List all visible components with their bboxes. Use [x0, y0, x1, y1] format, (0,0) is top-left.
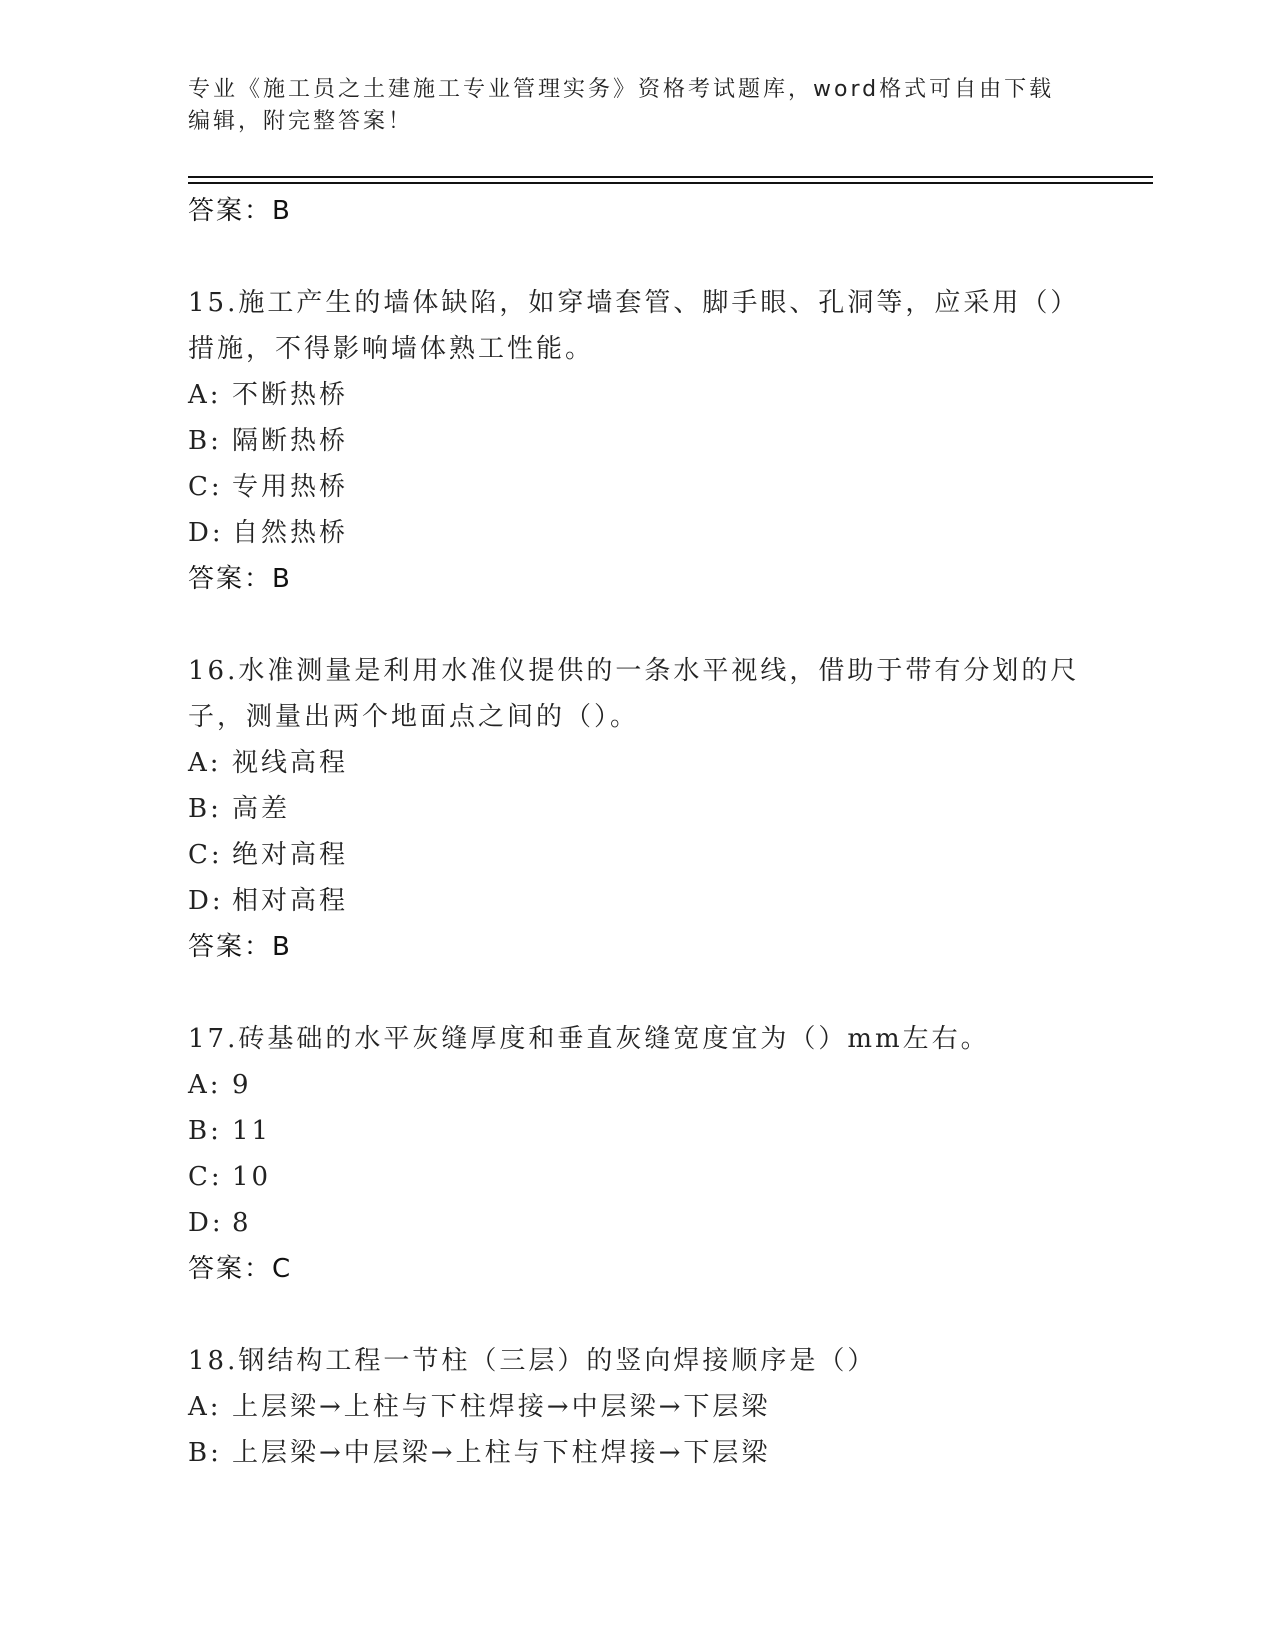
option-text: 高差 [232, 794, 291, 824]
header-rule-thin [188, 176, 1153, 178]
answer-label: 答案： [188, 1254, 273, 1284]
answer-label: 答案： [188, 196, 273, 226]
option-text: 10 [232, 1162, 272, 1192]
option-text: 不断热桥 [232, 380, 349, 410]
option-text: 11 [232, 1116, 272, 1146]
option-c [188, 464, 1088, 510]
option-text: 隔断热桥 [232, 426, 349, 456]
header-rule-thick [188, 182, 1153, 184]
option-key: A: [188, 380, 222, 410]
option-text: 专用热桥 [232, 472, 349, 502]
option-key: A: [188, 1392, 222, 1422]
answer-value: B [272, 196, 292, 226]
option-d [188, 510, 1088, 556]
answer-line [188, 924, 1088, 970]
answer-line [188, 556, 1088, 602]
question-list [188, 188, 1088, 1476]
option-text: 相对高程 [232, 886, 349, 916]
option-text: 自然热桥 [232, 518, 349, 548]
answer-label: 答案： [188, 932, 273, 962]
option-key: C: [188, 840, 223, 870]
spacer [188, 602, 1088, 648]
spacer [188, 234, 1088, 280]
option-key: B: [188, 1116, 222, 1146]
option-key: A: [188, 1070, 222, 1100]
option-c [188, 832, 1088, 878]
option-key: D: [188, 1208, 224, 1238]
answer-label: 答案： [188, 564, 273, 594]
answer-value: C [272, 1254, 293, 1284]
option-text: 绝对高程 [232, 840, 349, 870]
option-text: 上层梁→上柱与下柱焊接→中层梁→下层梁 [232, 1392, 771, 1422]
option-text: 上层梁→中层梁→上柱与下柱焊接→下层梁 [232, 1438, 771, 1468]
option-d [188, 1200, 1088, 1246]
question-text: 15.施工产生的墙体缺陷，如穿墙套管、脚手眼、孔洞等，应采用（）措施，不得影响墙体熟工性能。 [188, 288, 1080, 364]
question-text: 16.水准测量是利用水准仪提供的一条水平视线，借助于带有分划的尺子，测量出两个地面点之间的（）。 [188, 656, 1080, 732]
option-key: D: [188, 518, 224, 548]
option-b [188, 1108, 1088, 1154]
answer-line [188, 188, 1088, 234]
answer-line [188, 1246, 1088, 1292]
option-key: B: [188, 426, 222, 456]
option-c [188, 1154, 1088, 1200]
answer-value: B [272, 932, 292, 962]
option-d [188, 878, 1088, 924]
option-b [188, 1430, 1088, 1476]
page-header: 专业《施工员之土建施工专业管理实务》资格考试题库，word格式可自由下载编辑，附完整答案！ [188, 77, 1055, 134]
option-key: C: [188, 472, 223, 502]
option-b [188, 786, 1088, 832]
option-a [188, 740, 1088, 786]
answer-value: B [272, 564, 292, 594]
option-key: B: [188, 1438, 222, 1468]
option-key: C: [188, 1162, 223, 1192]
option-a [188, 1062, 1088, 1108]
spacer [188, 970, 1088, 1016]
spacer [188, 1292, 1088, 1338]
option-a [188, 1384, 1088, 1430]
option-text: 8 [232, 1208, 252, 1238]
question-text: 17.砖基础的水平灰缝厚度和垂直灰缝宽度宜为（）mm左右。 [188, 1024, 990, 1054]
option-key: A: [188, 748, 222, 778]
option-key: B: [188, 794, 222, 824]
option-b [188, 418, 1088, 464]
option-text: 9 [232, 1070, 252, 1100]
option-text: 视线高程 [232, 748, 349, 778]
option-key: D: [188, 886, 224, 916]
option-a [188, 372, 1088, 418]
question-text: 18.钢结构工程一节柱（三层）的竖向焊接顺序是（） [188, 1346, 877, 1376]
